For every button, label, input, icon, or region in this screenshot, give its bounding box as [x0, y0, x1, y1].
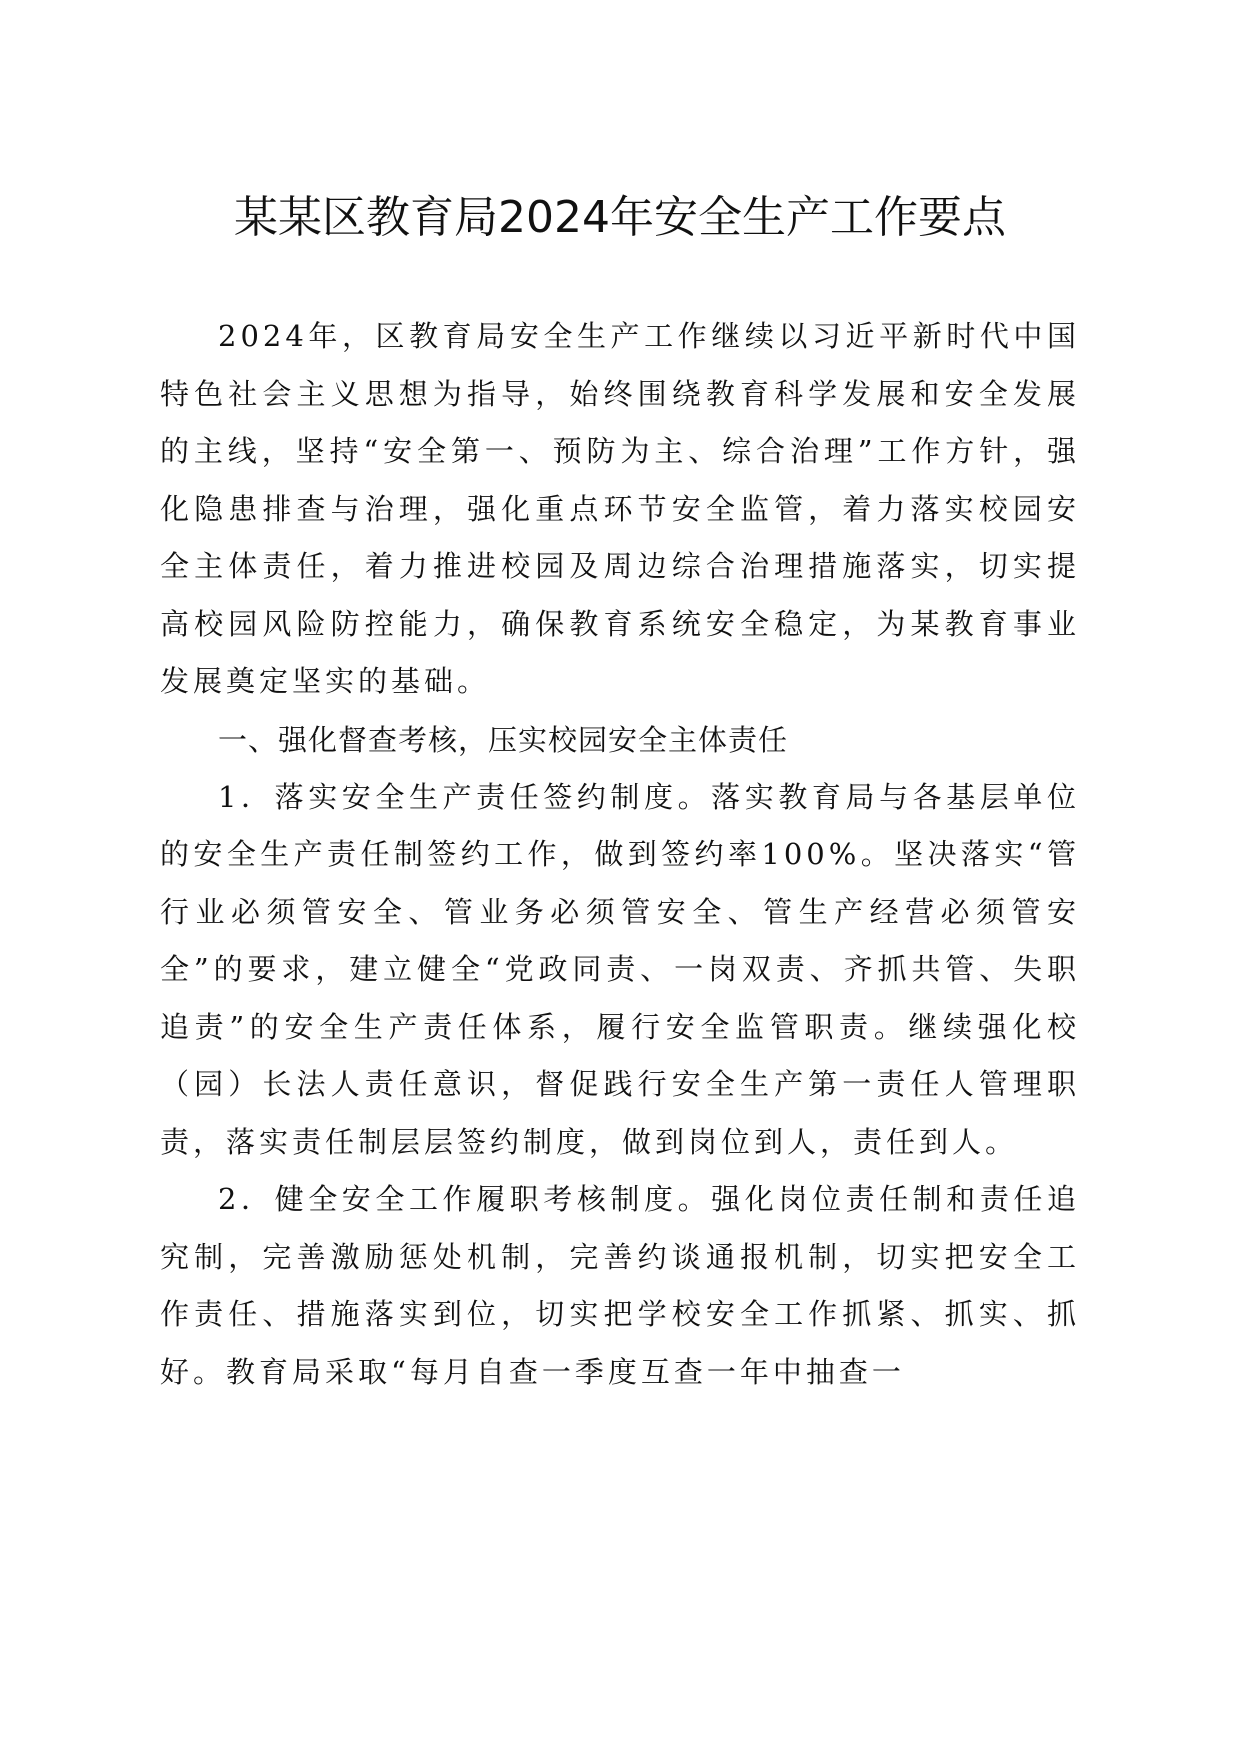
- item-1-paragraph: 1．落实安全生产责任签约制度。落实教育局与各基层单位的安全生产责任制签约工作，做到签约率100%。坚决落实“管行业必须管安全、管业务必须管安全、管生产经营必须管安全”的要求，建立健全“党政同责、一岗双责、齐抓共管、失职追责”的安全生产责任体系，履行安全监管职责。继续强化校（园）长法人责任意识，督促践行安全生产第一责任人管理职责，落实责任制层层签约制度，做到岗位到人，责任到人。: [160, 779, 1080, 1159]
- section-heading: 一、强化督查考核，压实校园安全主体责任: [218, 722, 789, 757]
- item-2-paragraph: 2．健全安全工作履职考核制度。强化岗位责任制和责任追究制，完善激励惩处机制，完善约谈通报机制，切实把安全工作责任、措施落实到位，切实把学校安全工作抓紧、抓实、抓好。教育局采取“每月自查一季度互查一年中抽查一: [160, 1182, 1080, 1389]
- document-body: [160, 308, 1080, 1401]
- intro-paragraph: 2024年，区教育局安全生产工作继续以习近平新时代中国特色社会主义思想为指导，始终围绕教育科学发展和安全发展的主线，坚持“安全第一、预防为主、综合治理”工作方针，强化隐患排查与治理，强化重点环节安全监管，着力落实校园安全主体责任，着力推进校园及周边综合治理措施落实，切实提高校园风险防控能力，确保教育系统安全稳定，为某教育事业发展奠定坚实的基础。: [160, 319, 1080, 698]
- document-title: 某某区教育局2024年安全生产工作要点: [234, 192, 1006, 243]
